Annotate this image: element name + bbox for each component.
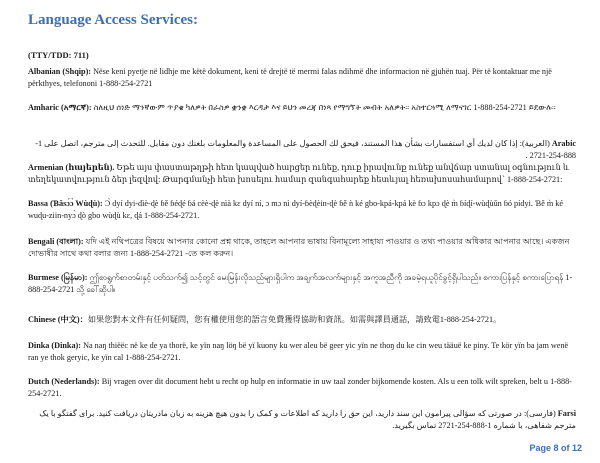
lang-label: Dutch (Nederlands): bbox=[28, 377, 100, 386]
entry-dinka bbox=[28, 340, 576, 364]
entry-text: (فارسی): در صورتی که سؤالی پیرامون این سند دارید، این حق را دارید که اطلاعات و کمک را بدون هیچ هزینه به زبان مادریتان دریافت کنید. برای گفتگو با یک مترجم شفاهی، با شماره 1-888-254-2721 تماس بگیرید. bbox=[39, 409, 576, 430]
lang-label: Chinese (中文)： bbox=[28, 315, 88, 324]
entry-burmese bbox=[28, 272, 576, 296]
entry-farsi bbox=[28, 408, 576, 432]
entry-albanian bbox=[28, 66, 576, 90]
entry-bassa bbox=[28, 198, 576, 222]
entry-chinese bbox=[28, 314, 576, 326]
lang-label: Dinka (Dinka): bbox=[28, 341, 82, 350]
lang-label: Bassa (Ɓǎsɔ́ɔ̀ Wùɖù): bbox=[28, 199, 103, 208]
entry-text: Bij vragen over dit document hebt u recht op hulp en informatie in uw taal zonder bijkomende kosten. Als u een tolk wilt spreken, belt u 1-888-254-2721. bbox=[28, 377, 572, 398]
entry-text: যদি এই নথিপত্রের বিষয়ে আপনার কোনো প্রশ্ন থাকে, তাহলে আপনার ভাষায় বিনামূল্যে সাহায্য পাওয়ার ও তথ্য পাওয়ার অধিকার আপনার আছে। একজন দোভাষীর সাথে কথা বলার জন্য 1-888-254-2721 -তে কল করুন। bbox=[28, 237, 570, 258]
lang-label: Bengali (বাংলা): bbox=[28, 237, 84, 246]
entry-text: 如果您對本文件有任何疑問，您有權使用您的語言免費獲得協助和資訊。如需與譯員通話，請致電1-888-254-2721。 bbox=[87, 315, 502, 324]
entry-armenian bbox=[28, 162, 576, 186]
entry-text: Եթե այս փաստաթղթի հետ կապված հարցեր ունեք, դուք իրավունք ունեք անվճար ստանալ օգնություն և տեղեկատվություն ձեր լեզվով: Թարգմանչի հետ խոսելու համար զանգահարեք հետևյալ հեռախոսահամարով՝ 1-888-254-2721: bbox=[28, 163, 570, 184]
entry-dutch bbox=[28, 376, 576, 400]
lang-label: Farsi bbox=[557, 409, 576, 418]
entry-text: (العربية): إذا كان لديك أي استفسارات بشأن هذا المستند، فيحق لك الحصول على المساعدة والمعلومات بلغتك دون مقابل. للتحدث إلى مترجم، اتصل على 1-888-254-2721 . bbox=[35, 139, 576, 160]
tty-line: (TTY/TDD: 711) bbox=[28, 50, 89, 60]
entry-text: Ɔ̀ dyí dyi-dìè-ɖè ɓě ɓéɖé ɓá cèè-ɖè nìà kɛ dyí ní, ɔ mɔ nì dyí-ɓèɖèin-ɖè ɓě ǹ ké gbo-kpá-kpá kè ɓɔ kpɔ ɖè m̀ ɓíɖí-wùɖùǔn ɓó pídyi. Ɓě m̀ ké wuɖu-ziin-nyɔ̀ ɖò gbo wùɖù kɛ, ɖá 1-888-254-2721. bbox=[28, 199, 564, 220]
lang-label: Albanian (Shqip): bbox=[28, 67, 92, 76]
lang-label: Burmese (မြန်မာ): bbox=[28, 273, 88, 282]
lang-label: Amharic (አማርኛ): bbox=[28, 103, 92, 112]
lang-label: Armenian (հայերեն). bbox=[28, 163, 115, 172]
entry-arabic bbox=[28, 138, 576, 162]
entry-text: ስለዚህ ሰነድ ማንኛውም ጥያቄ ካለዎት በራስዎ ቋንቋ እርዳታ እና ይህን መረጃ በነጻ የማግኘት መብት አለዎት። አስተርጓሚ ለማናገር 1-888-254-2721 ይደውሉ። bbox=[91, 103, 556, 112]
entry-text: Nëse keni pyetje në lidhje me këtë dokument, keni të drejtë të merrni falas ndihmë dhe informacion në gjuhën tuaj. Për të kontaktuar me një përkthyes, telefononi 1-888-254-2721 bbox=[28, 67, 552, 88]
lang-label: Arabic bbox=[551, 139, 576, 148]
page-title: Language Access Services: bbox=[28, 12, 198, 28]
entry-text: ဤစာရွက်စာတမ်းနှင့် ပတ်သက်၍ သင့်တွင် မေးမြန်းလိုသည်များရှိပါက အချက်အလက်များနှင့် အကူအညီကို အခမဲ့ရယူပိုင်ခွင့်ရှိပါသည်။ စကားပြန်နှင့် စကားပြောရန် 1-888-254-2721 သို့ ခေါ်ဆိုပါ။ bbox=[28, 273, 573, 294]
page-number: Page 8 of 12 bbox=[529, 443, 582, 453]
entry-amharic bbox=[28, 102, 576, 114]
entry-text: Na naŋ thiëëc në ke de ya thorë, ke yïn naŋ löŋ bë yï kuony ku wer aleu bë geer yic yïn ne thoŋ du ke cin weu tääuë ke piny. Te kör yïn ba jam wenë ran ye thok geryic, ke yïn cal 1-888-254-2721. bbox=[28, 341, 569, 362]
entry-bengali bbox=[28, 236, 576, 260]
